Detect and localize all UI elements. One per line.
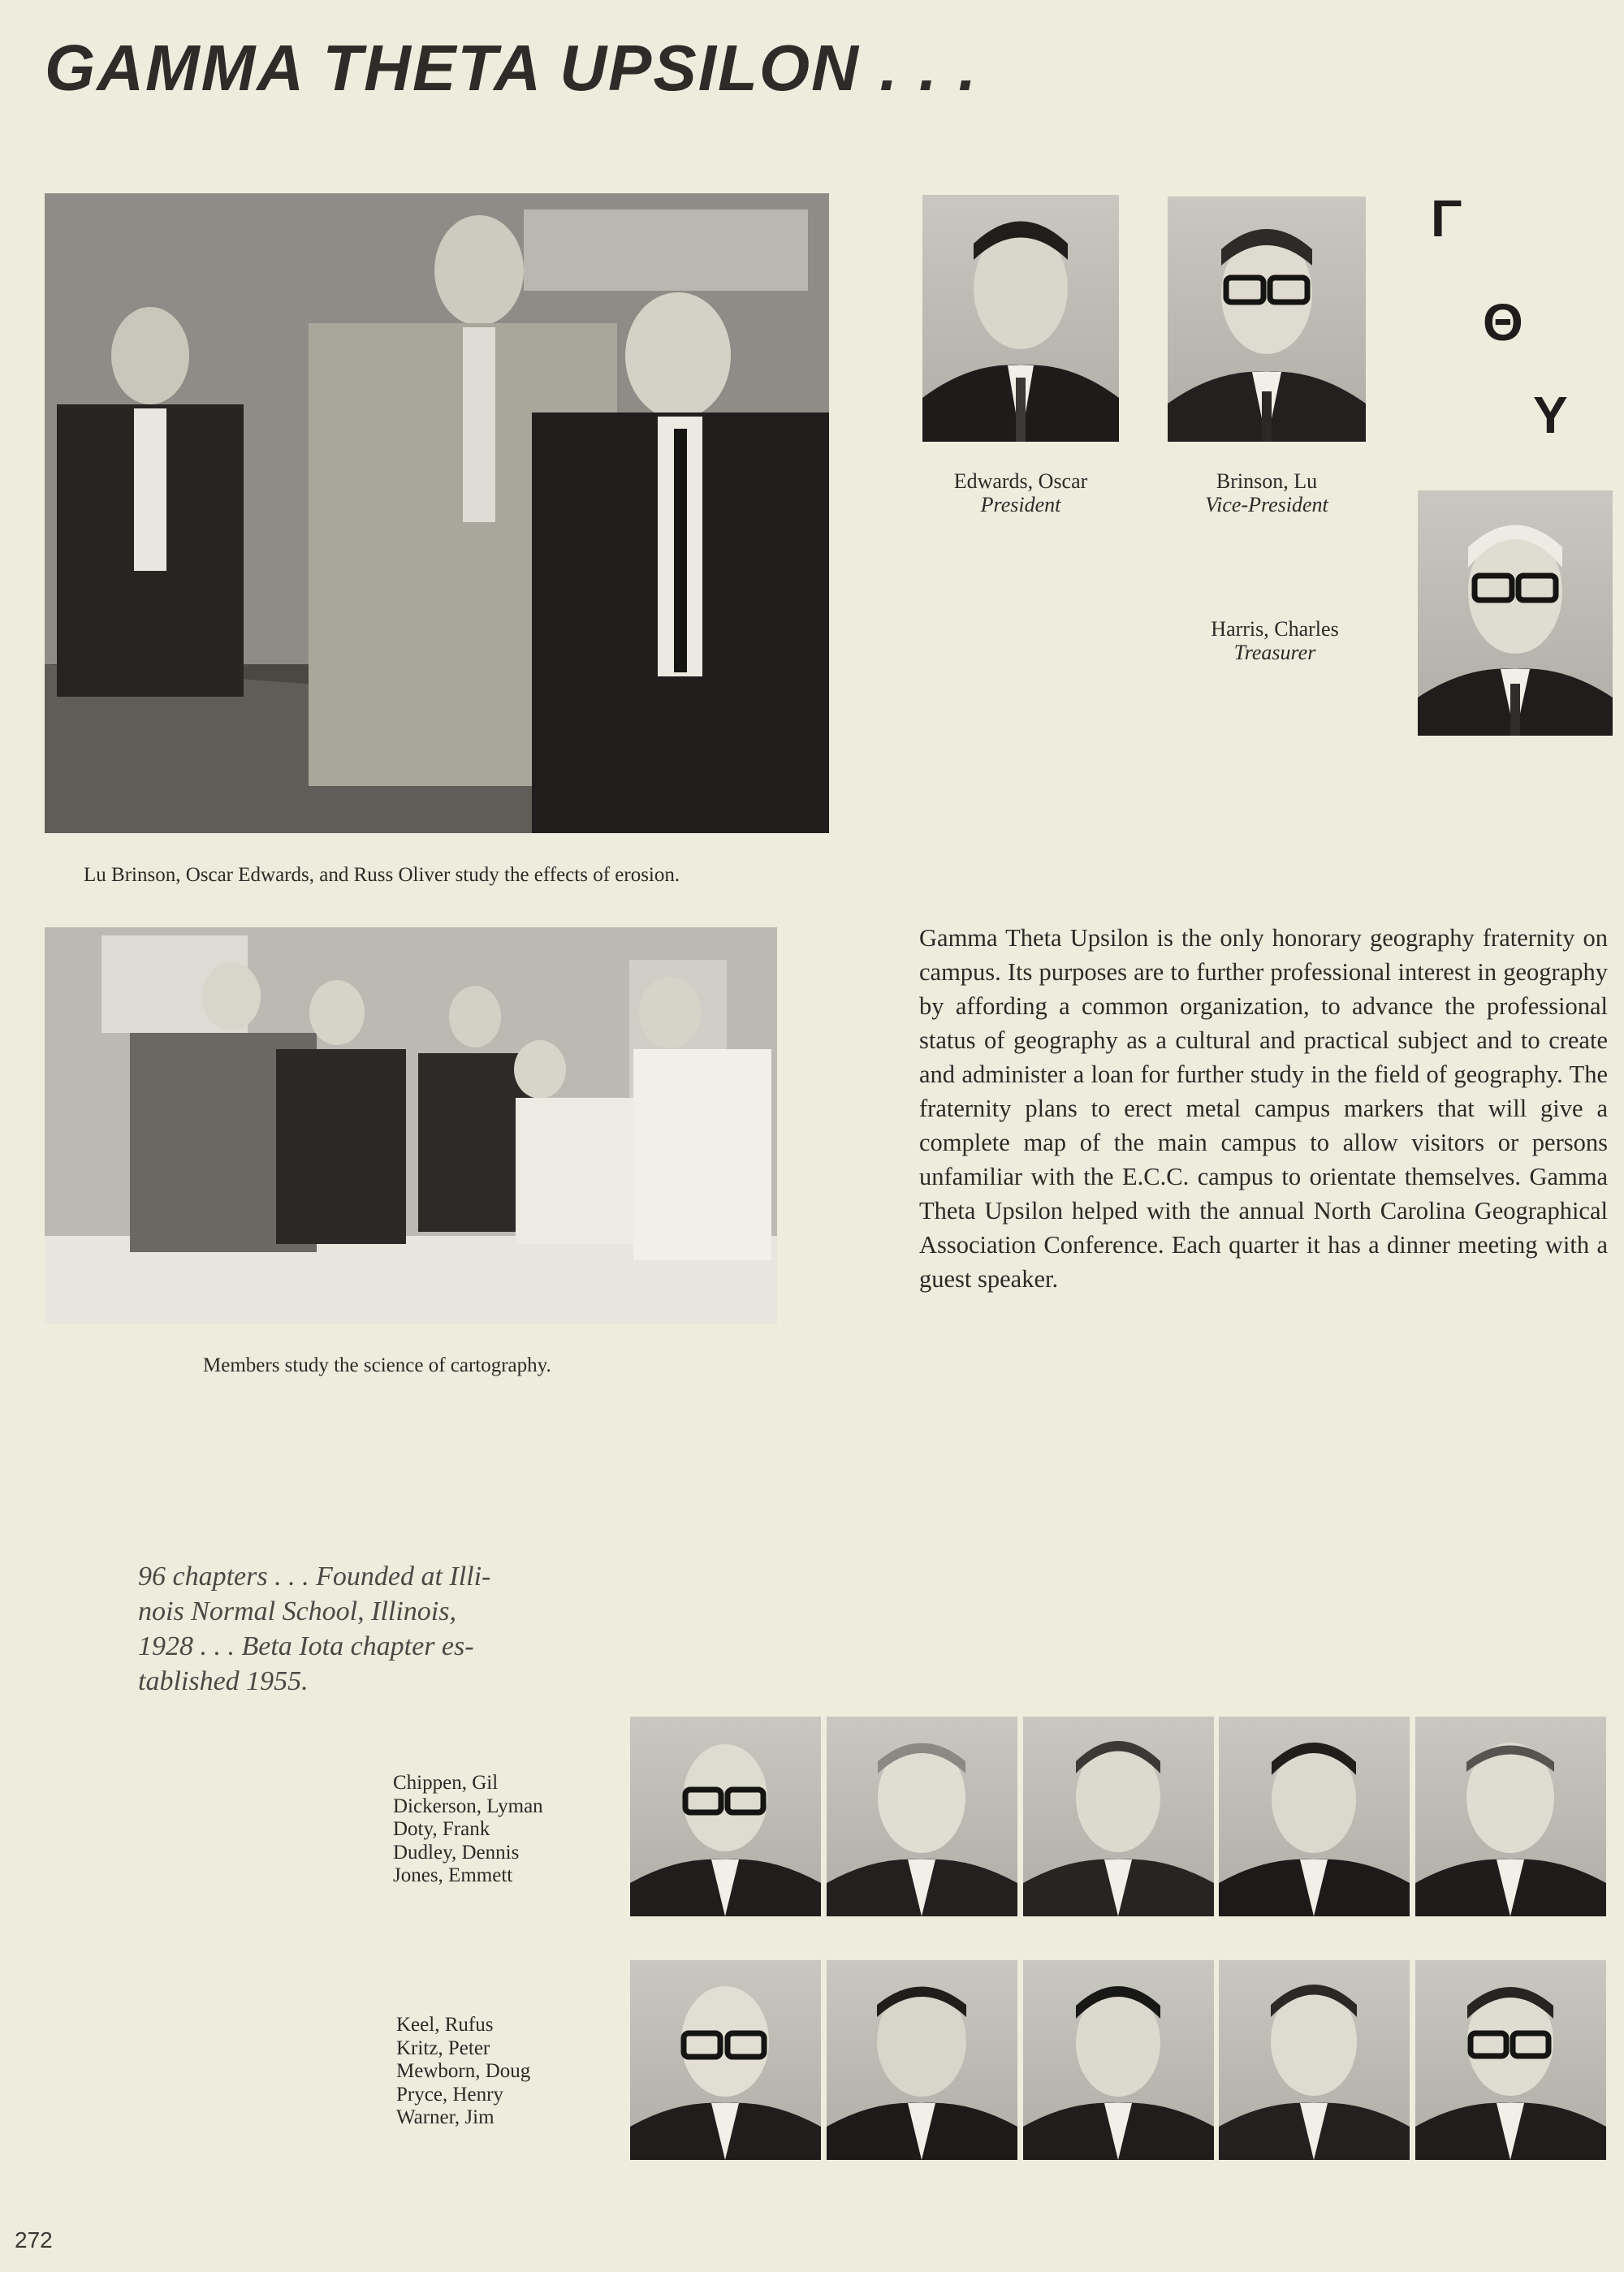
member-name: Doty, Frank bbox=[393, 1818, 490, 1840]
history-line: tablished 1955. bbox=[138, 1666, 309, 1696]
member-portrait bbox=[827, 1717, 1017, 1916]
member-name: Jones, Emmett bbox=[393, 1864, 513, 1886]
member-name: Pryce, Henry bbox=[396, 2083, 503, 2106]
officer-role: Treasurer bbox=[1233, 641, 1316, 664]
member-name: Mewborn, Doug bbox=[396, 2060, 531, 2082]
officer-treasurer bbox=[1169, 617, 1380, 664]
history-line: nois Normal School, Illinois, bbox=[138, 1596, 456, 1626]
cartography-caption: Members study the science of cartography. bbox=[203, 1354, 551, 1376]
greek-letter-gamma: Γ bbox=[1431, 189, 1462, 248]
member-name: Keel, Rufus bbox=[396, 2014, 494, 2036]
member-name: Warner, Jim bbox=[396, 2106, 495, 2128]
member-name: Dudley, Dennis bbox=[393, 1841, 520, 1864]
member-portrait bbox=[630, 1717, 821, 1916]
member-portrait bbox=[1023, 1960, 1214, 2160]
member-portrait bbox=[1219, 1960, 1410, 2160]
fraternity-description: Gamma Theta Upsilon is the only honorary geography fraternity on campus. Its purposes are to further professional interest in geography by affording a common organization, to advance the professional status of geography as a cultural and practical subject and to create and administer a loan for further study in the field of geography. The fraternity plans to erect metal campus markers that will give a complete map of the main campus to allow visitors or persons unfamiliar with the E.C.C. campus to orientate themselves. Gamma Theta Upsilon helped with the annual North Carolina Geographical Association Conference. Each quarter it has a dinner meeting with a guest speaker. bbox=[919, 924, 1608, 1293]
chapter-history bbox=[138, 1559, 528, 1699]
member-names-row-1 bbox=[393, 1772, 543, 1888]
history-line: 1928 . . . Beta Iota chapter es- bbox=[138, 1631, 474, 1661]
member-names-row-2 bbox=[396, 2014, 530, 2130]
history-line: 96 chapters . . . Founded at Illi- bbox=[138, 1561, 491, 1592]
officer-role: President bbox=[980, 493, 1061, 516]
officer-portrait-edwards bbox=[922, 195, 1119, 442]
greek-letter-upsilon: Υ bbox=[1533, 386, 1568, 444]
officer-vice-president bbox=[1168, 469, 1366, 516]
member-portraits-row-1 bbox=[630, 1717, 1606, 1916]
officer-role: Vice-President bbox=[1205, 493, 1328, 516]
officer-name: Brinson, Lu bbox=[1216, 469, 1318, 493]
member-name: Kritz, Peter bbox=[396, 2037, 490, 2059]
member-portraits-row-2 bbox=[630, 1960, 1606, 2160]
officer-name: Edwards, Oscar bbox=[953, 469, 1088, 493]
officer-president bbox=[922, 469, 1119, 516]
officer-portrait-harris bbox=[1418, 490, 1613, 736]
officer-portrait-brinson bbox=[1168, 197, 1366, 442]
page-title: GAMMA THETA UPSILON . . . bbox=[45, 32, 978, 104]
greek-letter-theta: Θ bbox=[1483, 293, 1523, 352]
member-portrait bbox=[630, 1960, 821, 2160]
cartography-group-photo bbox=[45, 927, 777, 1324]
member-portrait bbox=[1023, 1717, 1214, 1916]
erosion-caption: Lu Brinson, Oscar Edwards, and Russ Oliver study the effects of erosion. bbox=[84, 864, 680, 886]
member-portrait bbox=[827, 1960, 1017, 2160]
member-portrait bbox=[1415, 1960, 1606, 2160]
page-number: 272 bbox=[15, 2227, 53, 2253]
member-portrait bbox=[1219, 1717, 1410, 1916]
erosion-group-photo bbox=[45, 193, 829, 833]
officer-name: Harris, Charles bbox=[1211, 617, 1339, 641]
member-name: Dickerson, Lyman bbox=[393, 1795, 543, 1817]
member-name: Chippen, Gil bbox=[393, 1772, 499, 1794]
member-portrait bbox=[1415, 1717, 1606, 1916]
